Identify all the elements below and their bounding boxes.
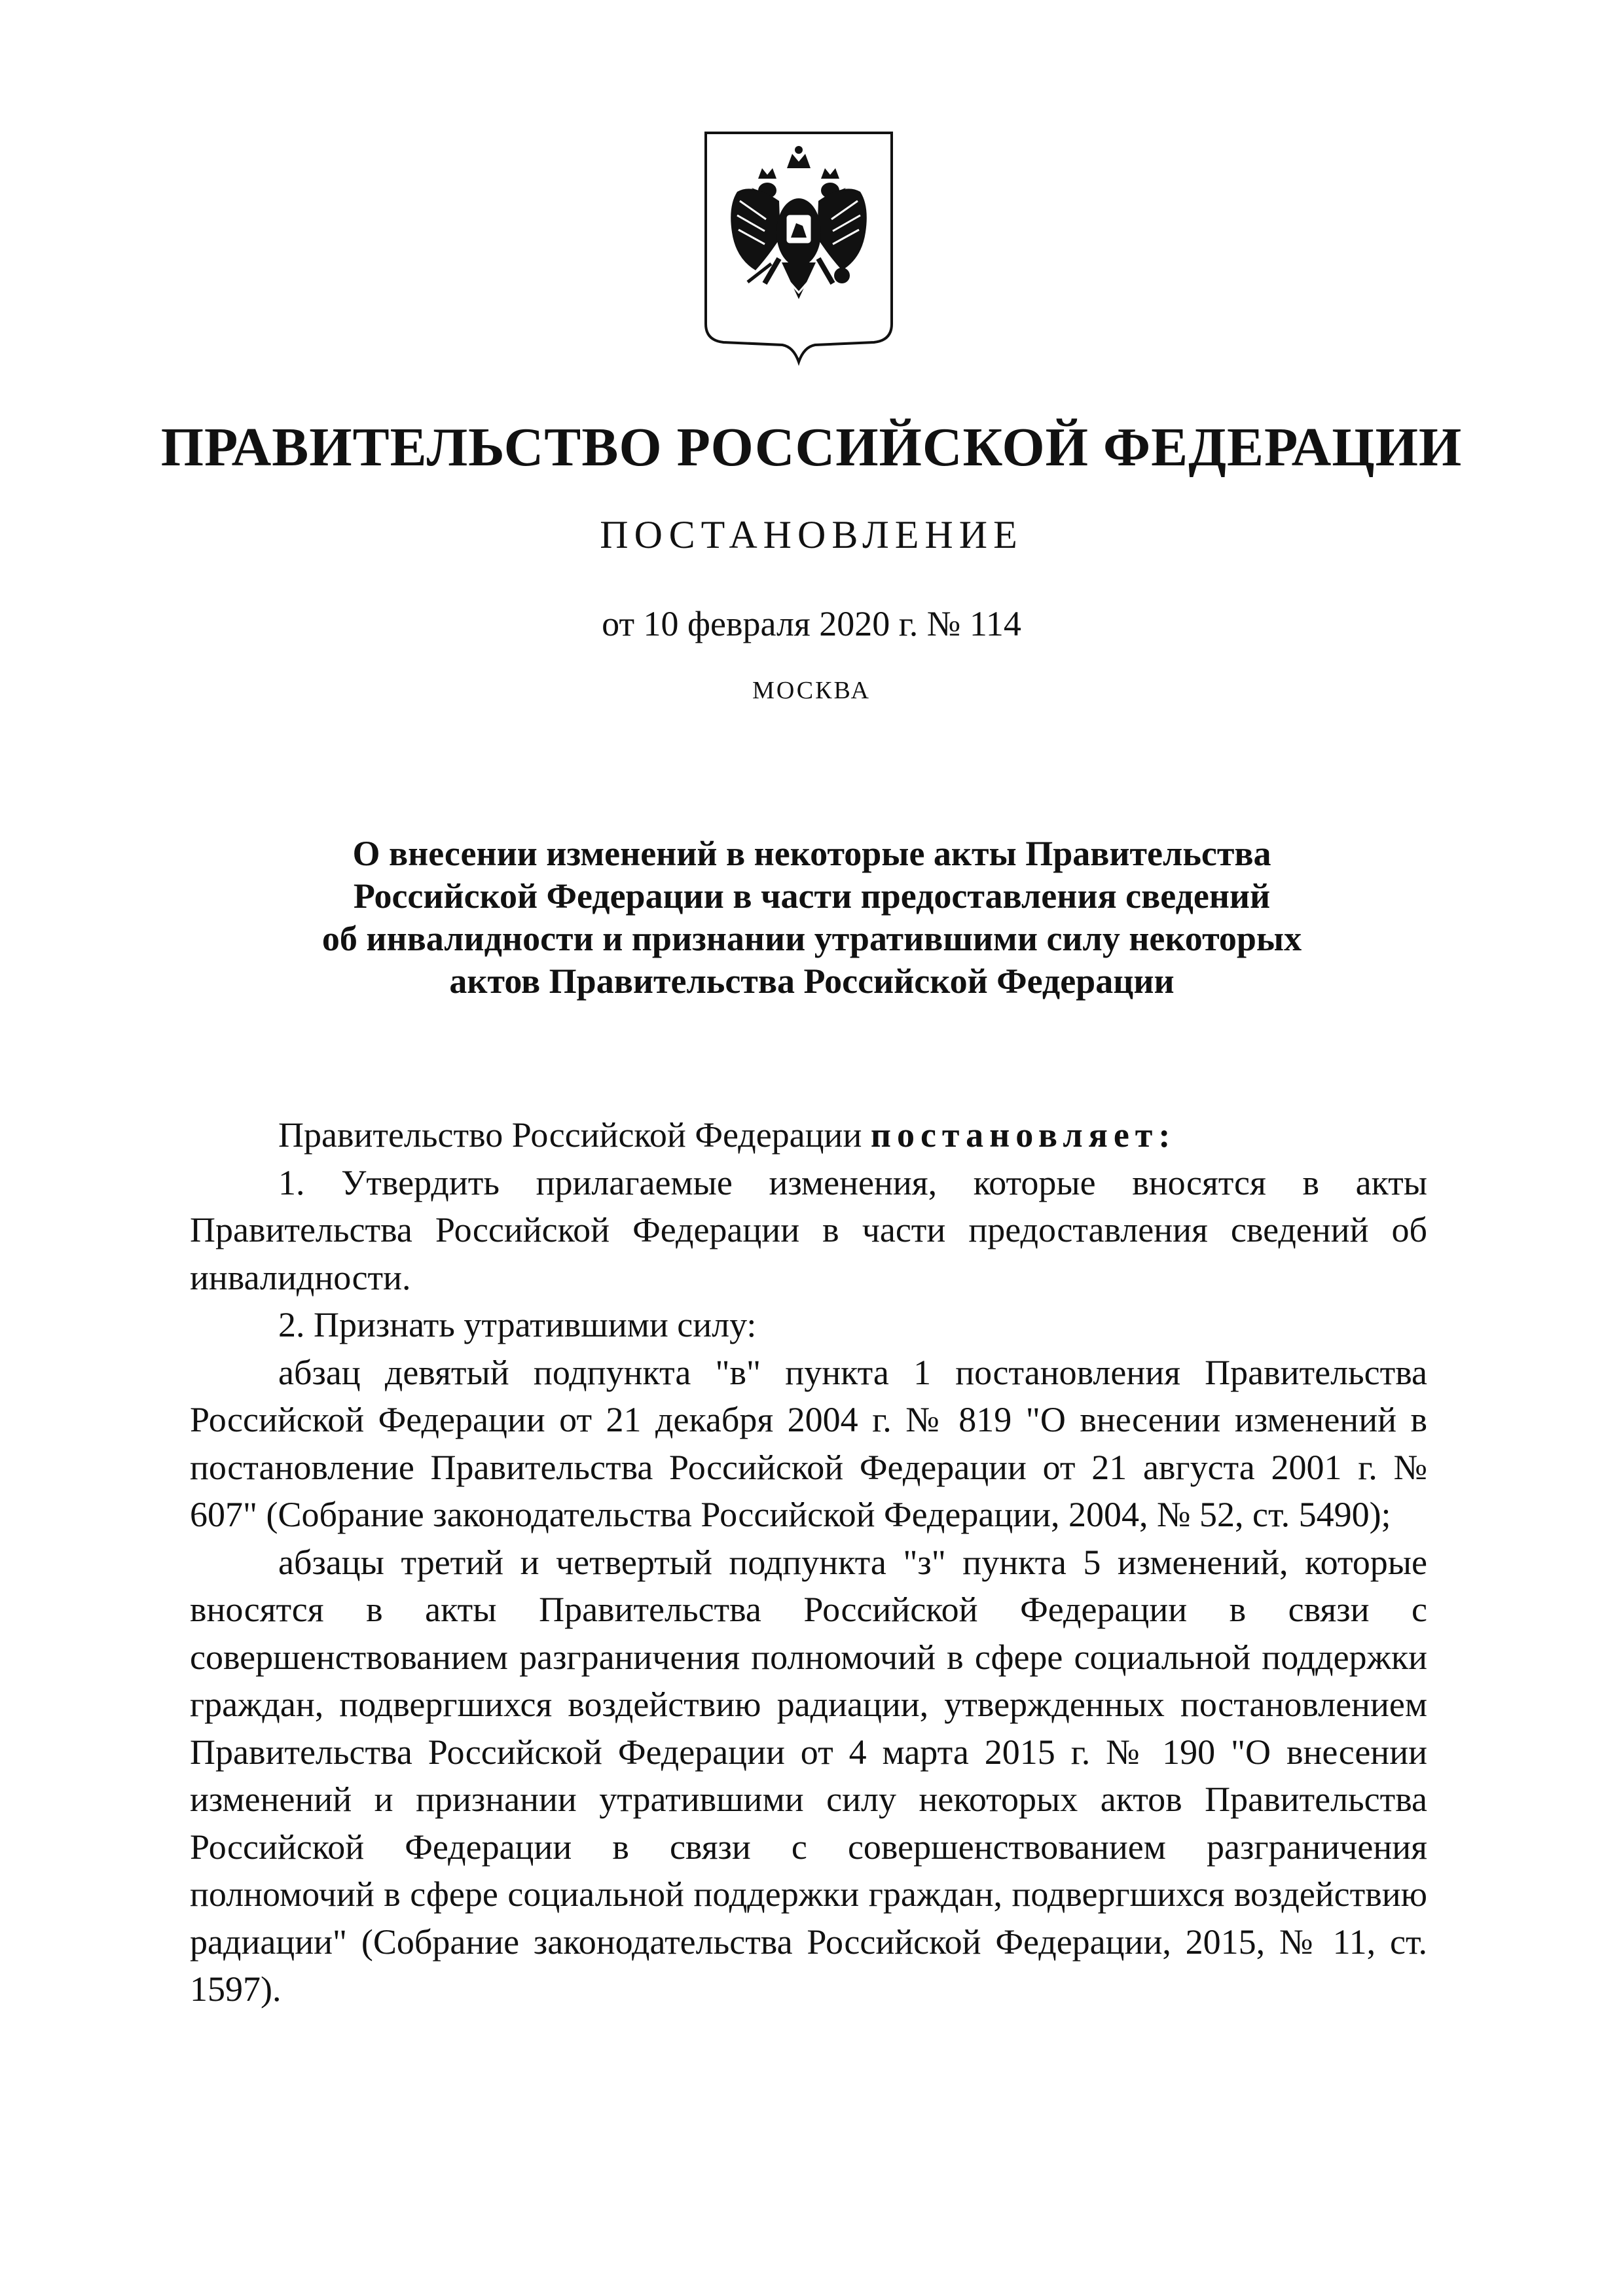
- heading-line: об инвалидности и признании утратившими силу некоторых: [321, 919, 1302, 958]
- document-date-number: от 10 февраля 2020 г. № 114: [602, 604, 1021, 643]
- coat-of-arms-emblem: [701, 128, 897, 367]
- intro-paragraph: [190, 1111, 1427, 1159]
- document-city: МОСКВА: [752, 677, 871, 704]
- paragraph-4: абзацы третий и четвертый подпункта "з" пункта 5 изменений, которые вносятся в акты Правительства Российской Федерации в связи с совершенствованием разграничения полномочий в сфере социальной поддержки граждан, подвергшихся воздействию радиации, утвержденных постановлением Правительства Российской Федерации от 4 марта 2015 г. № 190 "О внесении изменений и признании утратившими силу некоторых актов Правительства Российской Федерации в связи с совершенствованием разграничения полномочий в сфере социальной поддержки граждан, подвергшихся воздействию радиации" (Собрание законодательства Российской Федерации, 2015, № 11, ст. 1597).: [190, 1542, 1427, 2009]
- document-heading: [190, 833, 1434, 1003]
- intro-text: Правительство Российской Федерации: [278, 1115, 871, 1155]
- paragraph-1: 1. Утвердить прилагаемые изменения, которые вносятся в акты Правительства Российской Федерации в части предоставления сведений об инвалидности.: [190, 1162, 1427, 1297]
- paragraph-2: 2. Признать утратившими силу:: [278, 1305, 757, 1344]
- government-title: ПРАВИТЕЛЬСТВО РОССИЙСКОЙ ФЕДЕРАЦИИ: [160, 417, 1463, 478]
- heading-line: О внесении изменений в некоторые акты Правительства: [352, 834, 1271, 873]
- paragraph-3: абзац девятый подпункта "в" пункта 1 постановления Правительства Российской Федерации от 21 декабря 2004 г. № 819 "О внесении изменений в постановление Правительства Российской Федерации от 21 августа 2001 г. № 607" (Собрание законодательства Российской Федерации, 2004, № 52, ст. 5490);: [190, 1352, 1427, 1534]
- decree-word: постановляет:: [870, 1115, 1176, 1155]
- heading-line: актов Правительства Российской Федерации: [449, 961, 1175, 1001]
- document-body: [190, 1111, 1427, 2013]
- heading-line: Российской Федерации в части предоставления сведений: [353, 876, 1271, 916]
- document-type: ПОСТАНОВЛЕНИЕ: [600, 513, 1023, 556]
